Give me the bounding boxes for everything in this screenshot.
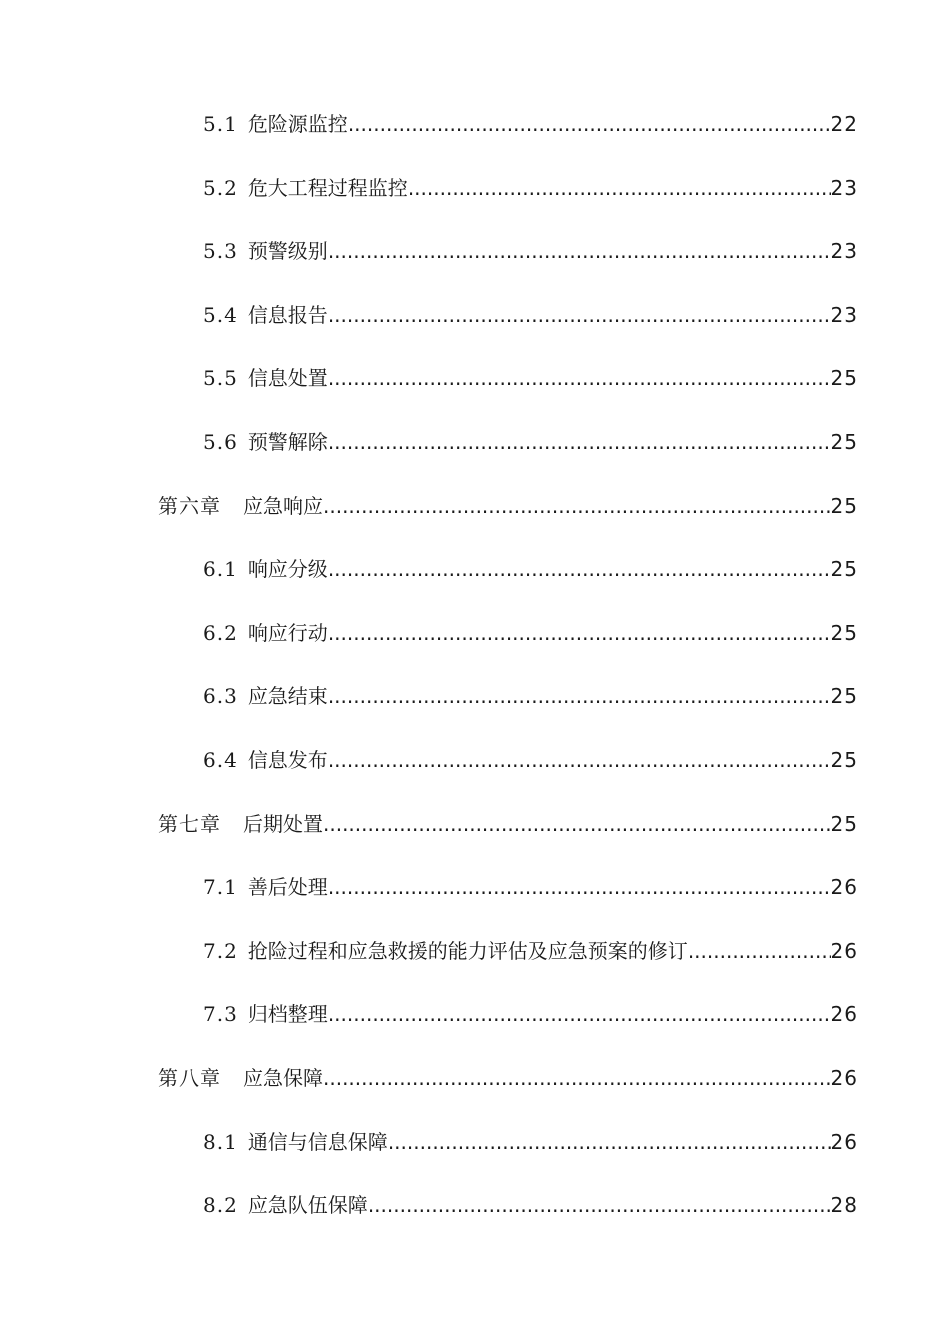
toc-entry-chapter-6[interactable] <box>0 475 950 539</box>
toc-entry-5-2[interactable] <box>0 157 950 221</box>
toc-dot-leader <box>368 1174 831 1238</box>
toc-dot-leader <box>328 602 831 666</box>
toc-dot-leader <box>323 793 831 857</box>
toc-entry-title: 抢险过程和应急救援的能力评估及应急预案的修订 <box>247 938 688 963</box>
toc-entry-title: 预警解除 <box>247 429 328 454</box>
toc-entry-8-2[interactable] <box>0 1174 950 1238</box>
toc-entry-page: 23 <box>830 239 858 264</box>
toc-entry-6-3[interactable] <box>0 665 950 729</box>
toc-entry-title: 预警级别 <box>247 239 328 264</box>
toc-entry-number: 8.2 <box>203 1193 238 1218</box>
toc-entry-number: 5.4 <box>203 302 238 327</box>
toc-chapter-number: 第六章 <box>158 493 221 518</box>
toc-entry-title: 应急队伍保障 <box>247 1193 368 1218</box>
toc-entry-page: 25 <box>830 747 858 772</box>
toc-entry-title: 应急结束 <box>247 684 328 709</box>
toc-dot-leader <box>328 411 831 475</box>
toc-entry-title: 响应行动 <box>247 620 328 645</box>
toc-entry-5-5[interactable] <box>0 347 950 411</box>
toc-entry-title: 善后处理 <box>247 875 328 900</box>
toc-entry-number: 5.5 <box>203 366 238 391</box>
toc-entry-number: 6.4 <box>203 747 238 772</box>
toc-entry-page: 25 <box>830 429 858 454</box>
toc-entry-number: 5.2 <box>203 175 238 200</box>
toc-dot-leader <box>408 157 831 221</box>
toc-entry-title: 信息处置 <box>247 366 328 391</box>
toc-entry-6-4[interactable] <box>0 729 950 793</box>
toc-entry-number: 7.1 <box>203 875 238 900</box>
toc-entry-number: 7.3 <box>203 1002 238 1027</box>
toc-entry-page: 25 <box>830 366 858 391</box>
toc-dot-leader <box>388 1111 831 1175</box>
toc-entry-number: 6.1 <box>203 557 238 582</box>
toc-entry-title: 后期处置 <box>243 811 323 836</box>
toc-entry-5-6[interactable] <box>0 411 950 475</box>
toc-entry-title: 应急响应 <box>243 493 323 518</box>
toc-entry-number: 5.1 <box>203 112 238 136</box>
toc-entry-page: 28 <box>830 1193 858 1218</box>
toc-entry-5-1[interactable] <box>0 93 950 157</box>
toc-dot-leader <box>328 538 831 602</box>
toc-entry-page: 26 <box>830 875 858 900</box>
toc-dot-leader <box>328 983 831 1047</box>
toc-entry-number: 8.1 <box>203 1129 238 1154</box>
toc-dot-leader <box>328 729 831 793</box>
toc-entry-title: 通信与信息保障 <box>247 1129 388 1154</box>
toc-entry-title: 应急保障 <box>243 1065 323 1090</box>
toc-entry-8-1[interactable] <box>0 1111 950 1175</box>
toc-entry-number: 7.2 <box>203 938 238 963</box>
toc-entry-title: 信息报告 <box>247 302 328 327</box>
toc-dot-leader <box>328 856 831 920</box>
toc-entry-title: 危险源监控 <box>247 112 348 136</box>
toc-entry-page: 25 <box>830 557 858 582</box>
toc-entry-page: 25 <box>830 684 858 709</box>
toc-entry-page: 23 <box>830 302 858 327</box>
toc-entry-number: 6.3 <box>203 684 238 709</box>
toc-entry-chapter-8[interactable] <box>0 1047 950 1111</box>
toc-entry-6-2[interactable] <box>0 602 950 666</box>
toc-entry-7-2[interactable] <box>0 920 950 984</box>
table-of-contents <box>0 93 950 1238</box>
toc-entry-number: 5.6 <box>203 429 238 454</box>
toc-entry-page: 26 <box>830 1065 858 1090</box>
toc-chapter-number: 第七章 <box>158 811 221 836</box>
toc-entry-page: 26 <box>830 938 858 963</box>
toc-entry-page: 26 <box>830 1002 858 1027</box>
toc-dot-leader <box>323 1047 831 1111</box>
toc-entry-title: 信息发布 <box>247 747 328 772</box>
toc-entry-chapter-7[interactable] <box>0 793 950 857</box>
toc-entry-page: 22 <box>830 112 858 136</box>
toc-entry-page: 25 <box>830 620 858 645</box>
toc-entry-title: 响应分级 <box>247 557 328 582</box>
toc-entry-7-1[interactable] <box>0 856 950 920</box>
toc-dot-leader <box>328 284 831 348</box>
toc-entry-number: 6.2 <box>203 620 238 645</box>
toc-dot-leader <box>328 220 831 284</box>
toc-entry-title: 危大工程过程监控 <box>247 175 408 200</box>
toc-dot-leader <box>328 347 831 411</box>
toc-entry-5-4[interactable] <box>0 284 950 348</box>
toc-entry-page: 23 <box>830 175 858 200</box>
toc-chapter-number: 第八章 <box>158 1065 221 1090</box>
toc-entry-page: 25 <box>830 493 858 518</box>
toc-entry-page: 26 <box>830 1129 858 1154</box>
toc-entry-5-3[interactable] <box>0 220 950 284</box>
toc-entry-number: 5.3 <box>203 239 238 264</box>
toc-entry-page: 25 <box>830 811 858 836</box>
toc-dot-leader <box>348 93 831 157</box>
toc-dot-leader <box>323 475 831 539</box>
toc-entry-6-1[interactable] <box>0 538 950 602</box>
toc-dot-leader <box>328 665 831 729</box>
toc-entry-7-3[interactable] <box>0 983 950 1047</box>
toc-dot-leader <box>688 920 831 984</box>
toc-entry-title: 归档整理 <box>247 1002 328 1027</box>
